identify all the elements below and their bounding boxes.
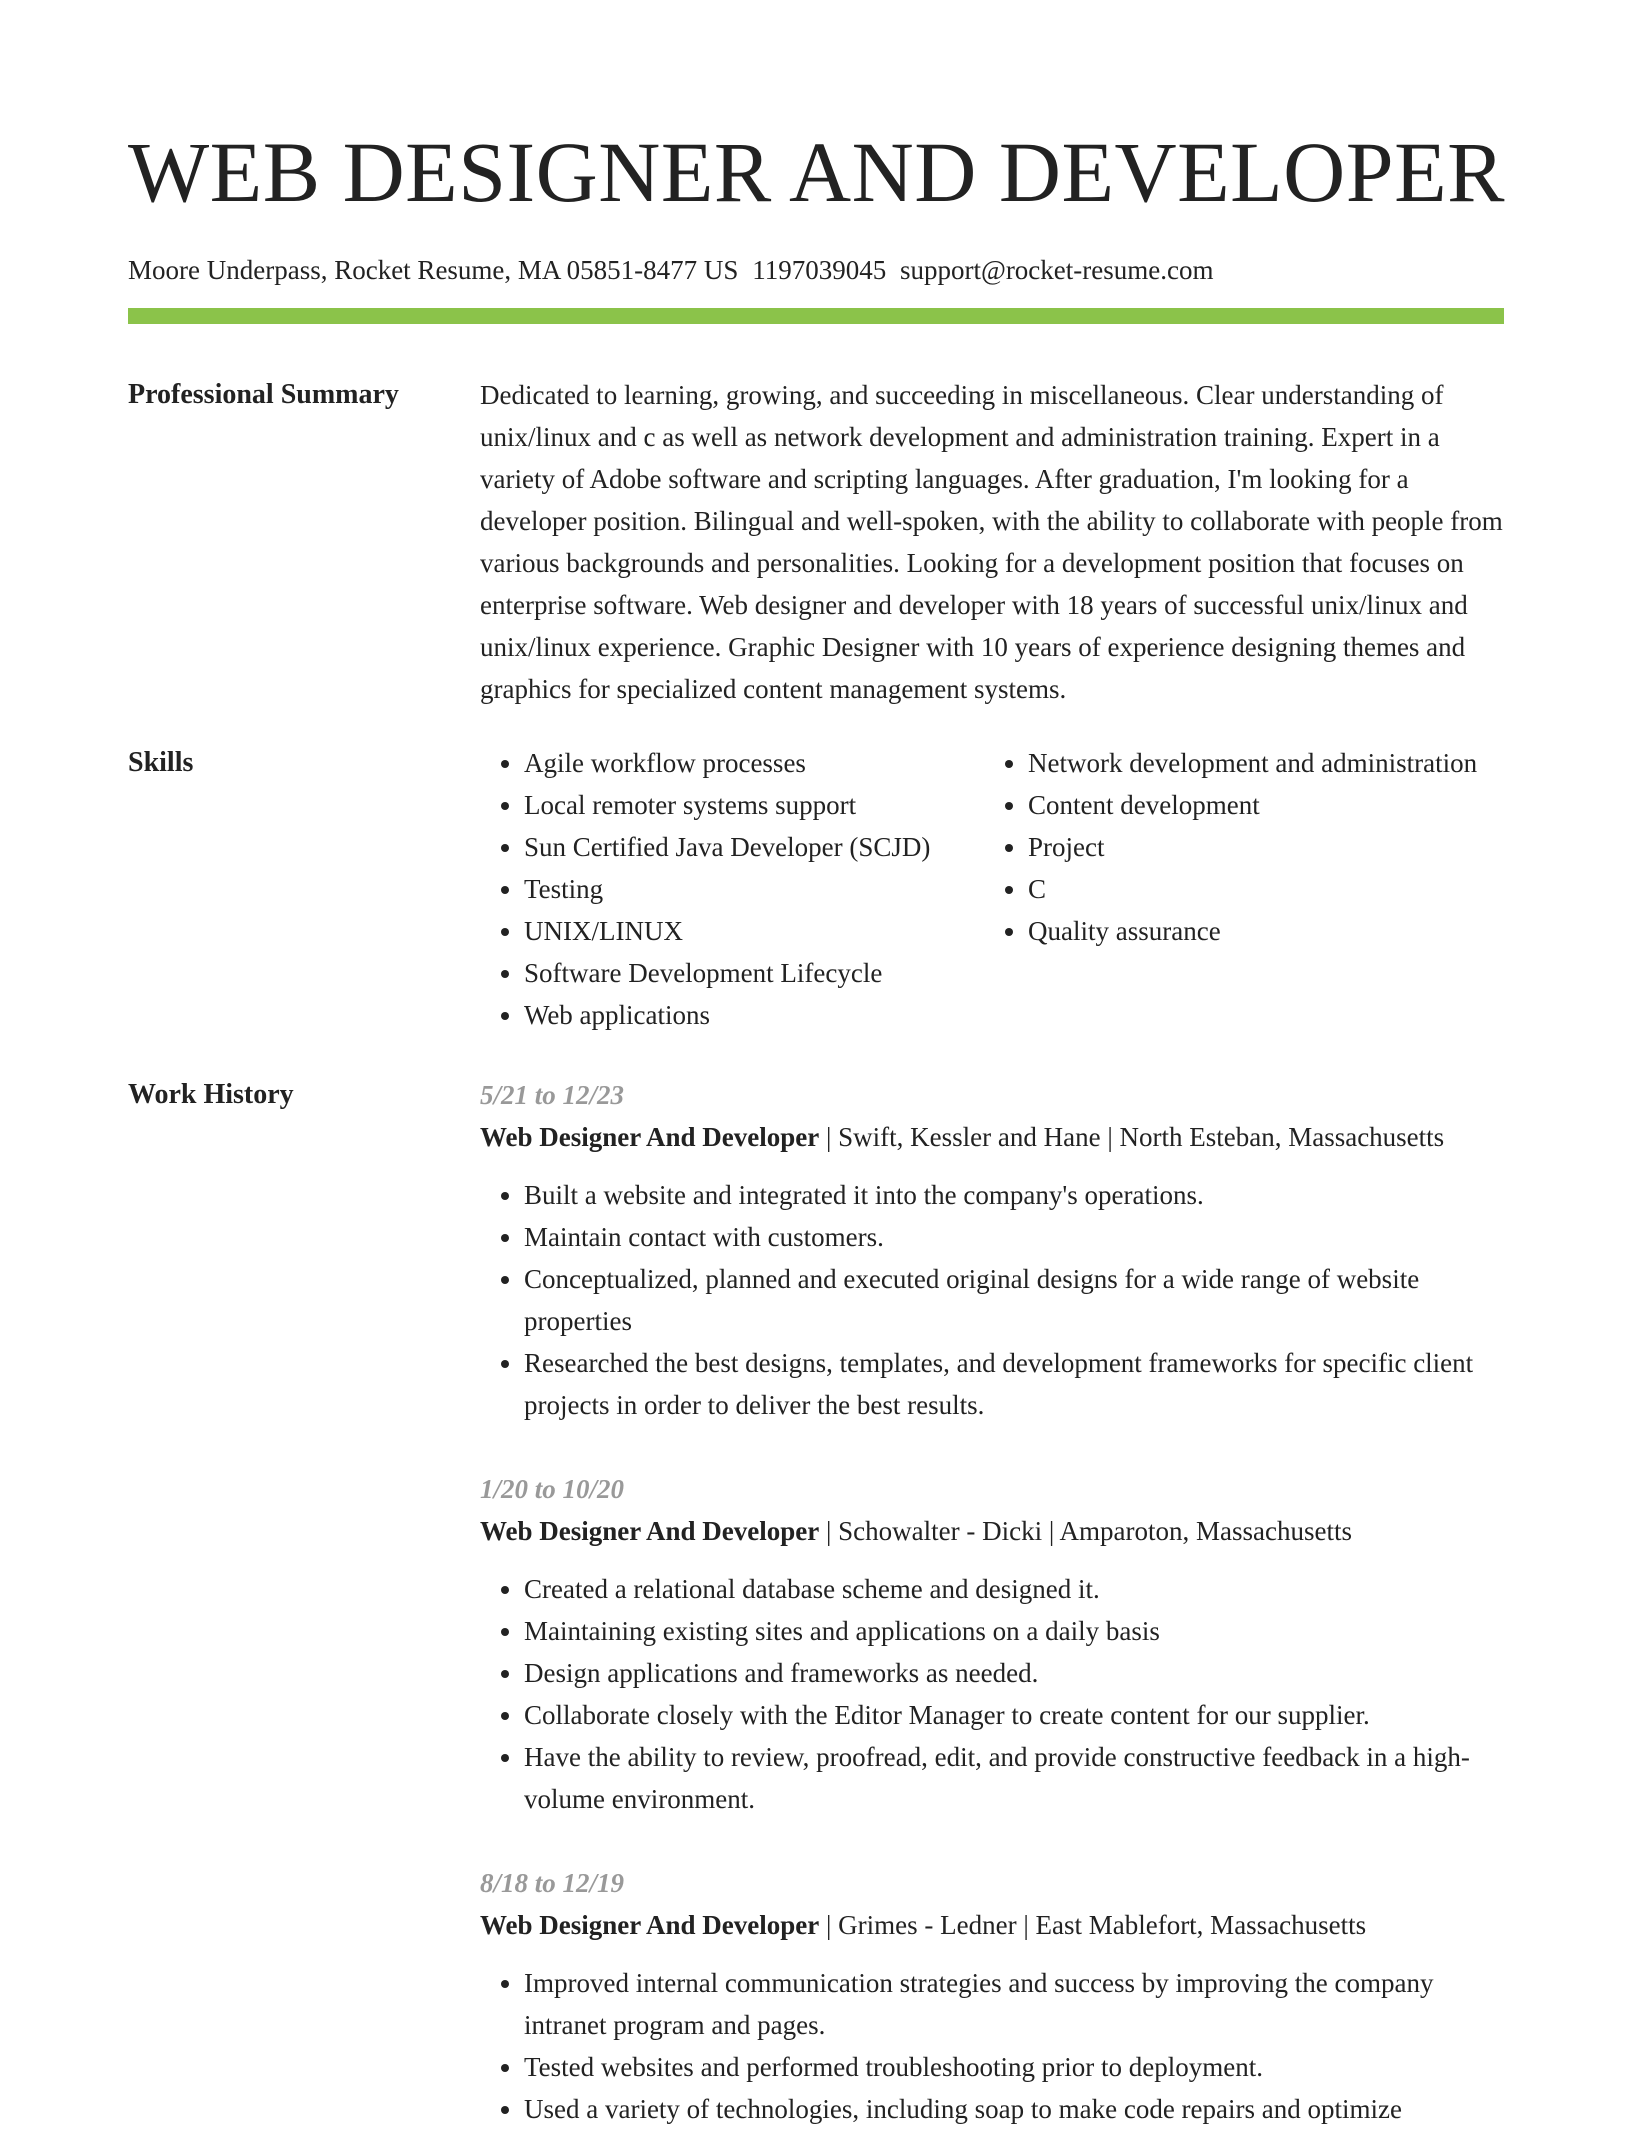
job-bullet: • Maintaining existing sites and applications on a daily basis <box>524 1610 1504 1652</box>
job-employer-location: | Grimes - Ledner | East Mablefort, Massachusetts <box>819 1910 1367 1940</box>
job-dates: 1/20 to 10/20 <box>480 1474 625 1504</box>
skill-item: • Sun Certified Java Developer (SCJD) <box>524 826 984 868</box>
skill-item: • Web applications <box>524 994 984 1036</box>
contact-line <box>128 250 1504 290</box>
skill-item: • Software Development Lifecycle <box>524 952 984 994</box>
job-entry <box>480 1074 1504 1426</box>
job-entry <box>480 1468 1504 1820</box>
job-employer-location: | Schowalter - Dicki | Amparoton, Massachusetts <box>819 1516 1352 1546</box>
summary-section <box>128 374 1504 710</box>
skills-list-right <box>984 742 1488 1036</box>
job-bullet: • Researched the best designs, templates, and development frameworks for specific client projects in order to deliver the best results. <box>524 1342 1504 1426</box>
contact-email: support@rocket-resume.com <box>899 255 1214 285</box>
summary-heading: Professional Summary <box>128 379 399 410</box>
work-history-section <box>128 1074 1504 2130</box>
job-bullet: • Improved internal communication strategies and success by improving the company intranet program and pages. <box>524 1962 1504 2046</box>
header-divider <box>128 308 1504 324</box>
job-header <box>480 1510 1504 1552</box>
job-bullet: • Have the ability to review, proofread, edit, and provide constructive feedback in a high-volume environment. <box>524 1736 1504 1820</box>
skills-heading: Skills <box>128 747 194 778</box>
skill-item: • Agile workflow processes <box>524 742 984 784</box>
contact-address: Moore Underpass, Rocket Resume, MA 05851-8477 US <box>128 255 739 285</box>
job-header <box>480 1904 1504 1946</box>
job-bullet: • Used a variety of technologies, including soap to make code repairs and optimize <box>524 2088 1504 2130</box>
job-bullet: • Collaborate closely with the Editor Manager to create content for our supplier. <box>524 1694 1504 1736</box>
work-history-heading: Work History <box>128 1079 294 1110</box>
job-title: Web Designer And Developer <box>480 1910 820 1940</box>
job-dates: 5/21 to 12/23 <box>480 1080 625 1110</box>
skill-item: • Quality assurance <box>1028 910 1488 952</box>
job-bullet-list <box>480 1962 1504 2130</box>
job-title: Web Designer And Developer <box>480 1122 820 1152</box>
job-bullet: • Created a relational database scheme and designed it. <box>524 1568 1504 1610</box>
skill-item: • C <box>1028 868 1488 910</box>
skills-section <box>128 742 1504 1036</box>
skill-item: • Project <box>1028 826 1488 868</box>
skill-item: • Testing <box>524 868 984 910</box>
job-title: Web Designer And Developer <box>480 1516 820 1546</box>
skill-item: • Content development <box>1028 784 1488 826</box>
summary-text: Dedicated to learning, growing, and succeeding in miscellaneous. Clear understanding of unix/linux and c as well as network development and administration training. Expert in a variety of Adobe software and scripting languages. After graduation, I'm looking for a developer position. Bilingual and well-spoken, with the ability to collaborate with people from various backgrounds and personalities. Looking for a development position that focuses on enterprise software. Web designer and developer with 18 years of successful unix/linux and unix/linux experience. Graphic Designer with 10 years of experience designing themes and graphics for specialized content management systems. <box>480 380 1503 704</box>
job-bullet: • Built a website and integrated it into the company's operations. <box>524 1174 1504 1216</box>
skill-item: • Local remoter systems support <box>524 784 984 826</box>
contact-phone: 1197039045 <box>752 255 887 285</box>
job-bullet-list <box>480 1174 1504 1426</box>
job-employer-location: | Swift, Kessler and Hane | North Esteban, Massachusetts <box>819 1122 1445 1152</box>
resume-page <box>128 0 1504 2130</box>
skill-item: • Network development and administration <box>1028 742 1488 784</box>
job-bullet: • Maintain contact with customers. <box>524 1216 1504 1258</box>
resume-title: WEB DESIGNER AND DEVELOPER <box>128 124 1505 220</box>
job-bullet: • Tested websites and performed troubleshooting prior to deployment. <box>524 2046 1504 2088</box>
job-dates: 8/18 to 12/19 <box>480 1868 625 1898</box>
job-bullet: • Design applications and frameworks as needed. <box>524 1652 1504 1694</box>
job-bullet: • Conceptualized, planned and executed original designs for a wide range of website properties <box>524 1258 1504 1342</box>
job-entry <box>480 1862 1504 2130</box>
job-header <box>480 1116 1504 1158</box>
skills-list-left <box>480 742 984 1036</box>
job-bullet-list <box>480 1568 1504 1820</box>
skill-item: • UNIX/LINUX <box>524 910 984 952</box>
